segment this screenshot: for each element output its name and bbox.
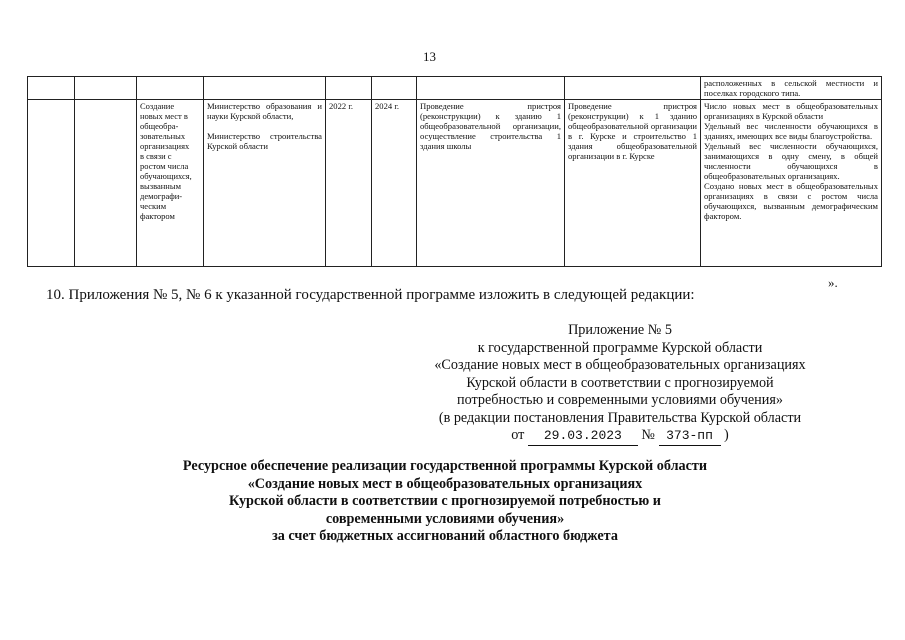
appendix-title: Приложение № 5 — [568, 322, 672, 338]
measure-line: ростом числа — [140, 161, 189, 171]
appendix-line: потребностью и современными условиями обучения» — [457, 392, 783, 408]
measure-line: зовательных — [140, 131, 186, 141]
section-heading — [120, 458, 770, 546]
heading-line: за счет бюджетных ассигнований областного бюджета — [272, 528, 618, 545]
table-cell-start-year: 2022 г. — [326, 100, 372, 267]
table-cell — [28, 100, 75, 267]
heading-line: Ресурсное обеспечение реализации государственной программы Курской области — [182, 458, 708, 474]
measure-line: Создание — [140, 101, 175, 111]
measure-line: общеобра- — [140, 121, 179, 131]
measure-line: фактором — [140, 211, 175, 221]
heading-line: «Создание новых мест в общеобразовательных организациях — [247, 475, 643, 492]
appendix-line: Курской области в соответствии с прогнозируемой — [466, 374, 774, 391]
table-cell — [75, 100, 137, 267]
table-cell — [372, 77, 417, 100]
measure-line: в связи с — [140, 151, 172, 161]
table-cell — [204, 77, 326, 100]
appendix-header — [410, 322, 830, 446]
measure-line: демографи- — [140, 191, 183, 201]
appendix-line: «Создание новых мест в общеобразовательных организациях — [434, 357, 806, 373]
measure-line: ческим — [140, 201, 167, 211]
table-cell — [137, 77, 204, 100]
measure-line: новых мест в — [140, 111, 188, 121]
indicator: Число новых мест в общеобразовательных организациях в Курской области — [704, 101, 878, 121]
table-cell — [28, 77, 75, 100]
table-cell-executors — [204, 100, 326, 267]
executor: Министерство образования и науки Курской области, — [207, 101, 322, 121]
table-cell — [565, 77, 701, 100]
table-cell-implementation: Проведение пристроя (реконструкции) к 1 зданию общеобразовательной организации в г. Курске и строительство 1 здания общеобразовательной организации в г. Курске — [565, 100, 701, 267]
table-cell — [75, 77, 137, 100]
indicator: Удельный вес численности обучающихся в зданиях, имеющих все виды благоустройства. — [704, 121, 878, 141]
measure-line: организациях — [140, 141, 190, 151]
table-row-measure — [28, 100, 882, 267]
table-cell-measure-name — [137, 100, 204, 267]
table-row-continuation — [28, 77, 882, 100]
closing-quote: ». — [828, 275, 838, 290]
indicator: Удельный вес численности обучающихся, занимающихся в одну смену, в общей численности обучающихся в общеобразовательных организациях. — [704, 141, 878, 181]
date-prefix: от — [511, 427, 525, 443]
program-table — [27, 76, 882, 267]
number-prefix: № — [641, 427, 655, 443]
paragraph-10: 10. Приложения № 5, № 6 к указанной государственной программе изложить в следующей редакции: — [46, 287, 695, 303]
appendix-line: (в редакции постановления Правительства Курской области — [438, 409, 802, 426]
resolution-date: 29.03.2023 — [528, 427, 638, 446]
indicator: Создано новых мест в общеобразовательных организациях в связи с ростом числа обучающихся, вызванным демографическим фактором. — [704, 181, 878, 221]
resolution-number: 373-пп — [659, 427, 721, 446]
table-cell-indicator-continuation: расположенных в сельской местности и поселках городского типа. — [701, 77, 882, 100]
heading-line: современными условиями обучения» — [325, 510, 565, 527]
table-cell — [326, 77, 372, 100]
table-cell-expected-result: Проведение пристроя (реконструкции) к зданию 1 общеобразовательной организации, осуществление строительства 1 здания школы — [417, 100, 565, 267]
resolution-date-row — [410, 427, 830, 446]
table-cell — [417, 77, 565, 100]
heading-line: Курской области в соответствии с прогнозируемой потребностью и — [229, 493, 661, 510]
measure-line: вызванным — [140, 181, 181, 191]
appendix-line: к государственной программе Курской области — [477, 339, 763, 356]
table-cell-end-year: 2024 г. — [372, 100, 417, 267]
executor: Министерство строительства Курской области — [207, 131, 322, 151]
page-number: 13 — [423, 49, 436, 64]
measure-line: обучающихся, — [140, 171, 192, 181]
table-cell-indicators — [701, 100, 882, 267]
date-row-closing: ) — [724, 427, 729, 443]
